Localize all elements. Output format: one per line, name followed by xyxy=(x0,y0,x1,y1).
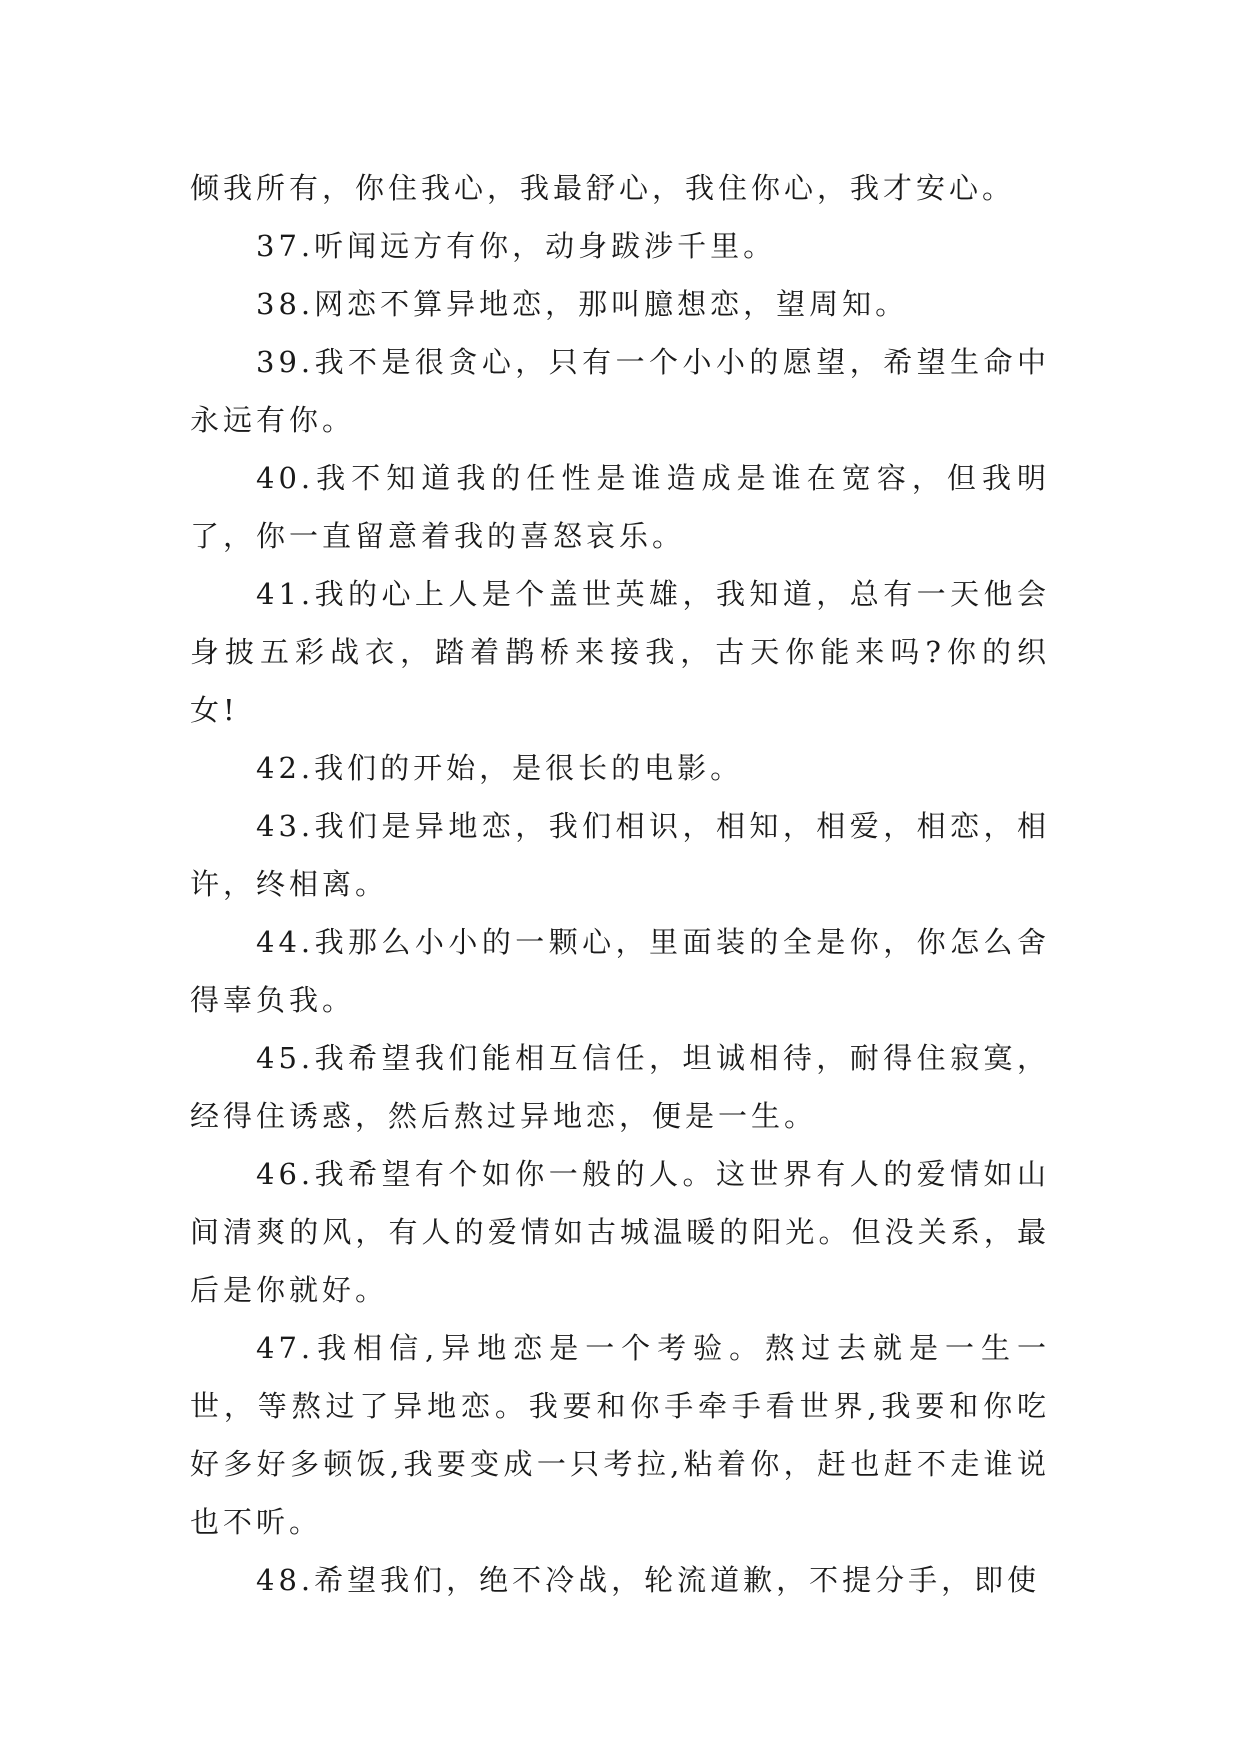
paragraph-46: 46.我希望有个如你一般的人。这世界有人的爱情如山间清爽的风，有人的爱情如古城温暖的阳光。但没关系，最后是你就好。 xyxy=(190,1157,1050,1307)
paragraph-40: 40.我不知道我的任性是谁造成是谁在宽容，但我明了，你一直留意着我的喜怒哀乐。 xyxy=(190,461,1050,553)
paragraph-43: 43.我们是异地恋，我们相识，相知，相爱，相恋，相许，终相离。 xyxy=(190,809,1050,901)
paragraph-38: 38.网恋不算异地恋，那叫臆想恋，望周知。 xyxy=(256,287,909,321)
paragraph-44: 44.我那么小小的一颗心，里面装的全是你，你怎么舍得辜负我。 xyxy=(190,925,1050,1017)
paragraph-37: 37.听闻远方有你，动身跋涉千里。 xyxy=(256,229,777,263)
paragraph-39: 39.我不是很贪心，只有一个小小的愿望，希望生命中永远有你。 xyxy=(190,345,1050,437)
paragraph-42: 42.我们的开始，是很长的电影。 xyxy=(256,751,744,785)
document-body xyxy=(190,159,1050,1609)
paragraph-continued: 倾我所有，你住我心，我最舒心，我住你心，我才安心。 xyxy=(190,171,1016,205)
paragraph-48: 48.希望我们，绝不冷战，轮流道歉，不提分手，即使 xyxy=(256,1563,1041,1597)
paragraph-45: 45.我希望我们能相互信任，坦诚相待，耐得住寂寞，经得住诱惑，然后熬过异地恋，便是一生。 xyxy=(190,1041,1050,1133)
paragraph-47: 47.我相信,异地恋是一个考验。熬过去就是一生一世，等熬过了异地恋。我要和你手牵手看世界,我要和你吃好多好多顿饭,我要变成一只考拉,粘着你，赶也赶不走谁说也不听。 xyxy=(190,1331,1050,1539)
paragraph-41: 41.我的心上人是个盖世英雄，我知道，总有一天他会身披五彩战衣，踏着鹊桥来接我，古天你能来吗?你的织女! xyxy=(190,577,1050,727)
